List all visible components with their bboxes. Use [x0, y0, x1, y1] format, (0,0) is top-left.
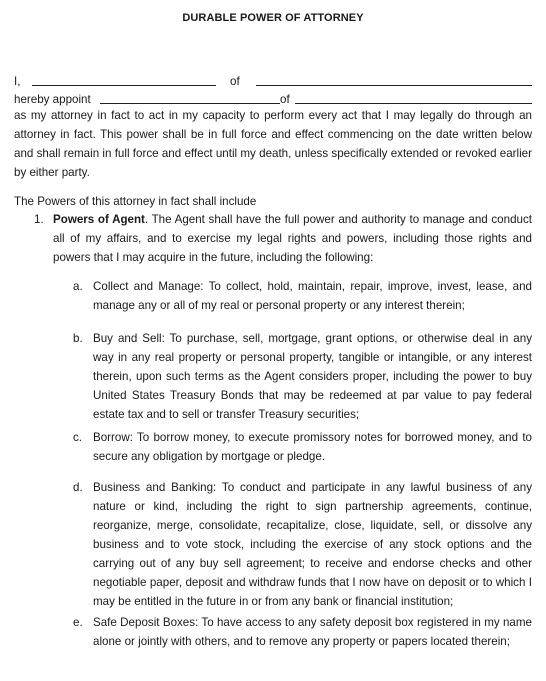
section-1-text: . The Agent shall have the full power and authority to manage and conduct all of my affairs, and to exercise my legal rights and powers, including those rights and powers that I may acquire in the future, including the following:: [53, 213, 532, 264]
agent-name-field[interactable]: [100, 91, 280, 104]
section-number: 1.: [34, 213, 44, 226]
agent-address-field[interactable]: [295, 91, 532, 104]
item-e-letter: e.: [73, 616, 83, 629]
document-title: DURABLE POWER OF ATTORNEY: [182, 12, 364, 24]
principal-name-field[interactable]: [32, 73, 216, 86]
powers-heading: The Powers of this attorney in fact shall include: [14, 195, 257, 208]
item-b-text: Buy and Sell: To purchase, sell, mortgage, grant options, or otherwise deal in any way in any real property or personal property, tangible or intangible, or any interest therein, upon such terms as the Agent considers proper, including the power to buy United States Treasury Bonds that may be redeemed at par value to pay federal estate tax and to sell or transfer Treasury securities;: [93, 332, 532, 421]
hereby-appoint-label: hereby appoint: [14, 93, 91, 106]
section-1-lead: Powers of Agent: [53, 213, 145, 226]
item-c-text: Borrow: To borrow money, to execute promissory notes for borrowed money, and to secure any obligation by mortgage or pledge.: [93, 431, 532, 463]
of-label-1: of: [230, 75, 240, 88]
section-1-paragraph: [53, 210, 532, 267]
intro-paragraph: as my attorney in fact to act in my capacity to perform every act that I may legally do through an attorney in fact. This power shall be in full force and effect commencing on the date written below and shall remain in full force and effect until my death, unless specifically extended or revoked earlier by either party.: [14, 109, 532, 179]
item-a-text: Collect and Manage: To collect, hold, maintain, repair, improve, invest, lease, and manage any or all of my real or personal property or any interest therein;: [93, 280, 532, 312]
principal-address-field[interactable]: [256, 73, 532, 86]
intro-line-1: [14, 72, 20, 91]
of-label-2: of: [280, 93, 290, 106]
item-e-text: Safe Deposit Boxes: To have access to any safety deposit box registered in my name alone or jointly with others, and to remove any property or papers located therein;: [93, 616, 532, 648]
item-b-letter: b.: [73, 332, 83, 345]
item-d-text: Business and Banking: To conduct and participate in any lawful business of any nature or kind, including the right to sign partnership agreements, continue, reorganize, merge, consolidate, recapitalize, close, liquidate, sell, or dissolve any business and to vote stock, including the exercise of any stock options and the carrying out of any buy sell agreement; to receive and endorse checks and other negotiable paper, deposit and withdraw funds that I now have on deposit or to which I may be entitled in the future in or from any bank or financial institution;: [93, 481, 532, 608]
item-c-letter: c.: [73, 431, 83, 444]
item-a-letter: a.: [73, 280, 83, 293]
item-d-letter: d.: [73, 481, 83, 494]
i-label: I,: [14, 75, 21, 88]
